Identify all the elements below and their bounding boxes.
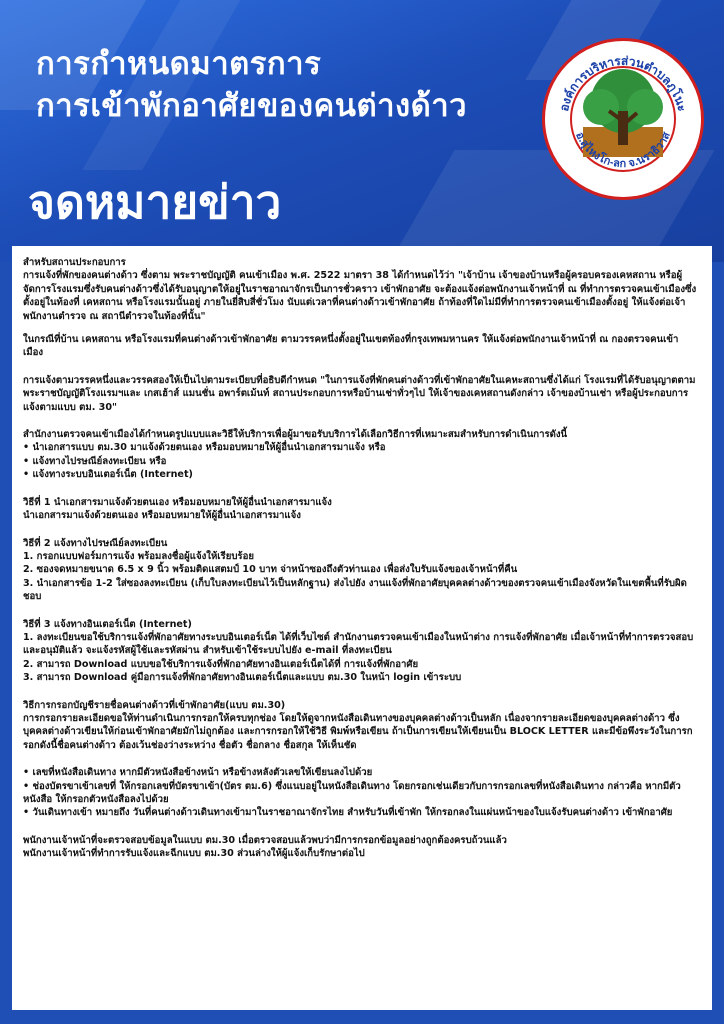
- list-item: 3. นำเอกสารข้อ 1-2 ใส่ซองลงทะเบียน (เก็บใบลงทะเบียนไว้เป็นหลักฐาน) ส่งไปยัง งานแจ้งที่พักอาศัยบุคคลต่างด้าวของตรวจคนเข้าเมืองจังหวัดในเขตพื้นที่รับผิดชอบ: [23, 577, 687, 603]
- form-heading: วิธีการกรอกบัญชีรายชื่อคนต่างด้าวที่เข้าพักอาศัย(แบบ ตม.30): [23, 699, 286, 711]
- form-items-section: [23, 766, 698, 820]
- list-item: 2. สามารถ Download แบบขอใช้บริการแจ้งที่พักอาศัยทางอินเตอร์เน็ตได้ที่ การแจ้งที่พักอาศัย: [23, 658, 419, 670]
- intro-section: [23, 256, 698, 323]
- logo-bottom-text: อ.สุไหงโก-ลก จ.นราธิวาส: [573, 130, 673, 171]
- list-item: • แจ้งทางไปรษณีย์ลงทะเบียน หรือ: [23, 455, 167, 467]
- organization-logo: [542, 38, 704, 200]
- list-item: 3. สามารถ Download คู่มือการแจ้งที่พักอาศัยทางอินเตอร์เน็ตและแบบ ตม.30 ในหน้า login เข้าระบบ: [23, 672, 462, 684]
- intro-paragraph: การแจ้งที่พักของคนต่างด้าว ซึ่งตาม พระราชบัญญัติ คนเข้าเมือง พ.ศ. 2522 มาตรา 38 ได้กำหนดไว้ว่า "เจ้าบ้าน เจ้าของบ้านหรือผู้ครอบครองเคหสถาน หรือผู้จัดการโรงแรมซึ่งรับคนต่างด้าวซึ่งได้รับอนุญาตให้อยู่ในราชอาณาจักรเป็นการชั่วคราว เข้าพักอาศัย จะต้องแจ้งต่อพนักงานเจ้าหน้าที่ ณ ที่ทำการตรวจคนเข้าเมืองซึ่งตั้งอยู่ในท้องที่ เคหสถาน หรือโรงแรมนั้นอยู่ ภายในยี่สิบสี่ชั่วโมง นับแต่เวลาที่คนต่างด้าวเข้าพักอาศัย ถ้าท้องที่ใดไม่มีที่ทำการตรวจคนเข้าเมืองตั้งอยู่ ให้แจ้งต่อเจ้าพนักงานตำรวจ ณ สถานีตำรวจในท้องที่นั้น": [23, 270, 697, 322]
- page-title-line-2: การเข้าพักอาศัยของคนต่างด้าว: [36, 88, 468, 124]
- intro-heading: สำหรับสถานประกอบการ: [23, 257, 126, 268]
- list-item: • นำเอกสารแบบ ตม.30 มาแจ้งด้วยตนเอง หรือมอบหมายให้ผู้อื่นนำเอกสารมาแจ้ง หรือ: [23, 442, 386, 454]
- service-options-intro: สำนักงานตรวจคนเข้าเมืองได้กำหนดรูปแบบและวิธีให้บริการเพื่อผู้มาขอรับบริการได้เลือกวิธีการที่เหมาะสมสำหรับการดำเนินการดังนี้: [23, 429, 568, 441]
- header-banner: [0, 0, 724, 262]
- list-item: 1. ลงทะเบียนขอใช้บริการแจ้งที่พักอาศัยทางระบบอินเตอร์เน็ต ได้ที่เว็บไซต์ สำนักงานตรวจคนเข้าเมืองในหน้าต่าง การแจ้งที่พักอาศัย เมื่อเจ้าหน้าที่ทำการตรวจสอบและอนุมัติแล้ว จะแจ้งรหัสผู้ใช้และรหัสผ่าน สำหรับเข้าใช้ระบบไปยัง e-mail ที่ลงทะเบียน: [23, 631, 694, 657]
- method-1-section: [23, 496, 698, 523]
- form-text: การกรอกรายละเอียดขอให้ท่านดำเนินการกรอกให้ครบทุกช่อง โดยให้ดูจากหนังสือเดินทางของบุคคลต่างด้าวเป็นหลัก เนื่องจากรายละเอียดของบุคคลต่างด้าว ซึ่งบุคคลต่างด้าวเขียนให้ก่อนเข้าพักอาศัยมักไม่ถูกต้อง และการกรอกให้ใช้วิธี พิมพ์หรือเขียน ถ้าเป็นการเขียนให้เขียนเป็น BLOCK LETTER และมีข้อพึงระวังในการกรอกดังนี้ชื่อคนต่างด้าว ต้องเว้นช่องว่างระหว่าง ชื่อตัว ชื่อกลาง ชื่อสกุล ให้เห็นชัด: [23, 712, 693, 751]
- method-2-section: [23, 537, 698, 604]
- list-item: 1. กรอกแบบฟอร์มการแจ้ง พร้อมลงชื่อผู้แจ้งให้เรียบร้อย: [23, 550, 254, 562]
- regulation-paragraph: การแจ้งตามวรรคหนึ่งและวรรคสองให้เป็นไปตามระเบียบที่อธิบดีกำหนด "ในการแจ้งที่พักคนต่างด้าวที่เข้าพักอาศัยในเคหะสถานซึ่งได้แก่ โรงแรมที่ได้รับอนุญาตตาม พระราชบัญญัติโรงแรมฯและ เกสเฮ้าส์ แมนชั่น อพาร์ตเม้นท์ สถานประกอบการหรือบ้านเช่าทั่วๆไป ให้เจ้าของเคหสถานดังกล่าว เจ้าของบ้านเช่า หรือผู้ประกอบการแจ้งตามแบบ ตม. 30": [23, 374, 696, 413]
- method-2-heading: วิธีที่ 2 แจ้งทางไปรษณีย์ลงทะเบียน: [23, 537, 168, 549]
- page-title-line-1: การกำหนดมาตรการ: [36, 46, 322, 82]
- method-3-heading: วิธีที่ 3 แจ้งทางอินเตอร์เน็ต (Internet): [23, 618, 192, 630]
- list-item: • เลขที่หนังสือเดินทาง หากมีตัวหนังสือข้างหน้า หรือข้างหลังตัวเลขให้เขียนลงไปด้วย: [23, 767, 373, 779]
- closing-line: พนักงานเจ้าหน้าที่จะตรวจสอบข้อมูลในแบบ ตม.30 เมื่อตรวจสอบแล้วพบว่ามีการกรอกข้อมูลอย่างถูกต้องครบถ้วนแล้ว: [23, 834, 507, 846]
- method-1-text: นำเอกสารมาแจ้งด้วยตนเอง หรือมอบหมายให้ผู้อื่นนำเอกสารมาแจ้ง: [23, 510, 301, 522]
- tree-emblem-icon: [545, 41, 701, 197]
- list-item: • วันเดินทางเข้า หมายถึง วันที่คนต่างด้าวเดินทางเข้ามาในราชอาณาจักรไทย สำหรับวันที่เข้าพัก ให้กรอกลงในแผ่นหน้าของใบแจ้งรับคนต่างด้าว เข้าพักอาศัย: [23, 807, 673, 819]
- closing-line: พนักงานเจ้าหน้าที่ทำการรับแจ้งและฉีกแบบ ตม.30 ส่วนล่างให้ผู้แจ้งเก็บรักษาต่อไป: [23, 848, 365, 860]
- list-item: • แจ้งทางระบบอินเตอร์เน็ต (Internet): [23, 469, 193, 481]
- method-1-heading: วิธีที่ 1 นำเอกสารมาแจ้งด้วยตนเอง หรือมอบหมายให้ผู้อื่นนำเอกสารมาแจ้ง: [23, 496, 332, 508]
- method-3-section: [23, 618, 698, 685]
- service-options-section: [23, 428, 698, 482]
- form-instructions-section: [23, 699, 698, 753]
- list-item: • ช่องบัตรขาเข้าเลขที่ ให้กรอกเลขที่บัตรขาเข้า(บัตร ตม.6) ซึ่งแนบอยู่ในหนังสือเดินทาง โดยกรอกเช่นเดียวกับการกรอกเลขที่หนังสือเดินทาง กล่าวคือ หากมีตัวหนังสือ ให้กรอกตัวหนังสือลงไปด้วย: [23, 780, 681, 805]
- newsletter-body: [12, 246, 712, 1010]
- newsletter-label: จดหมายข่าว: [28, 175, 282, 229]
- closing-section: [23, 834, 698, 861]
- logo-top-text: องค์การบริหารส่วนตำบลภูโนะ: [556, 53, 690, 113]
- bangkok-paragraph: ในกรณีที่บ้าน เคหสถาน หรือโรงแรมที่คนต่างด้าวเข้าพักอาศัย ตามวรรคหนึ่งตั้งอยู่ในเขตท้องที่กรุงเทพมหานคร ให้แจ้งต่อพนักงานเจ้าหน้าที่ ณ กองตรวจคนเข้าเมือง: [23, 334, 679, 359]
- list-item: 2. ซองจดหมายขนาด 6.5 x 9 นิ้ว พร้อมติดแสตมป์ 10 บาท จ่าหน้าซองถึงตัวท่านเอง เพื่อส่งใบรับแจ้งของเจ้าหน้าที่คืน: [23, 564, 518, 576]
